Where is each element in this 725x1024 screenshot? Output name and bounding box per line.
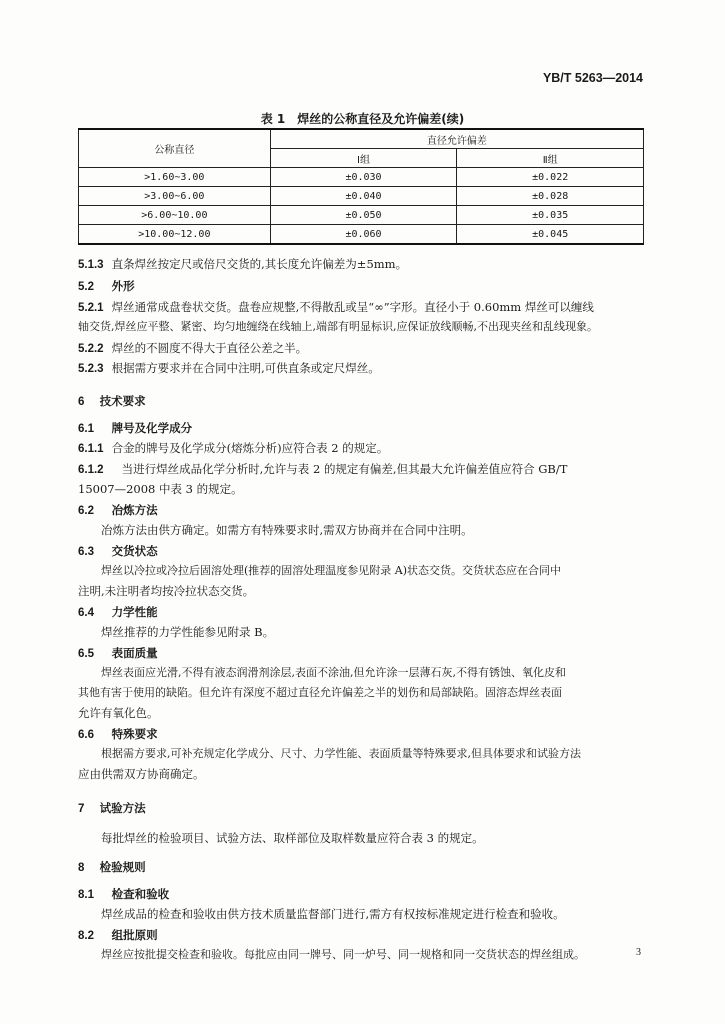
- section-6-1-heading: [78, 418, 648, 440]
- chapter-8-heading: [78, 857, 648, 879]
- section-title: 表面质量: [111, 646, 158, 660]
- clause-text: 焊丝通常成盘卷状交货。盘卷应规整,不得散乱或呈“∞”字形。直径小于 0.60mm 焊丝可以缠线: [111, 300, 594, 314]
- table-row: [79, 206, 644, 225]
- chapter-text: 每批焊丝的检验项目、试验方法、取样部位及取样数量应符合表 3 的规定。: [101, 831, 484, 845]
- section-text: 冶炼方法由供方确定。如需方有特殊要求时,需双方协商并在合同中注明。: [101, 523, 473, 537]
- section-title: 特殊要求: [111, 727, 158, 741]
- section-text: 焊丝推荐的力学性能参见附录 B。: [101, 625, 275, 639]
- chapter-7-heading: [78, 798, 648, 820]
- clause-text: 轴交货,焊丝应平整、紧密、均匀地缠绕在线轴上,端部有明显标识,应保证放线顺畅,不出现夹丝和乱线现象。: [78, 320, 598, 333]
- header-nominal-diameter: 公称直径: [79, 129, 271, 168]
- section-6-5-body-cont: [78, 683, 648, 704]
- table-row: [79, 225, 644, 245]
- section-title: 检查和验收: [111, 887, 170, 901]
- section-title: 力学性能: [111, 605, 158, 619]
- clause-number: 5.2.2: [78, 343, 104, 355]
- section-6-6-body: [101, 744, 671, 765]
- diameter-tolerance-table: [78, 128, 644, 245]
- section-title: 外形: [111, 279, 135, 293]
- clause-number: 5.2.1: [78, 302, 104, 314]
- section-text: 其他有害于使用的缺陷。但允许有深度不超过直径允许偏差之半的划伤和局部缺陷。固溶态焊丝表面: [78, 686, 562, 699]
- section-text: 注明,未注明者均按冷拉状态交货。: [78, 584, 255, 598]
- section-title: 冶炼方法: [111, 503, 158, 517]
- chapter-title: 技术要求: [99, 394, 146, 408]
- section-6-3-body-cont: [78, 581, 648, 602]
- cell-range: >6.00~10.00: [79, 206, 271, 225]
- cell-group-1: ±0.040: [270, 187, 457, 206]
- section-6-5-body: [101, 663, 671, 684]
- clause-text: 15007—2008 中表 3 的规定。: [78, 482, 243, 496]
- clause-6-1-1: [78, 438, 648, 460]
- cell-range: >1.60~3.00: [79, 168, 271, 187]
- clause-5-2-2: [78, 338, 648, 360]
- section-text: 焊丝成品的检查和验收由供方技术质量监督部门进行,需方有权按标准规定进行检查和验收。: [101, 907, 565, 921]
- section-6-4-heading: [78, 602, 648, 624]
- section-number: 6.2: [78, 505, 94, 517]
- table-title: 表 1 焊丝的公称直径及允许偏差(续): [260, 112, 465, 126]
- clause-number: 5.2.3: [78, 363, 104, 375]
- chapter-7-body: [101, 828, 671, 849]
- table-row: [79, 187, 644, 206]
- section-number: 8.1: [78, 889, 94, 901]
- section-number: 6.6: [78, 729, 94, 741]
- cell-group-2: ±0.035: [457, 206, 644, 225]
- cell-range: >3.00~6.00: [79, 187, 271, 206]
- cell-group-2: ±0.045: [457, 225, 644, 245]
- section-5-2-heading: [78, 276, 648, 298]
- clause-5-2-3: [78, 358, 648, 380]
- header-tolerance: 直径允许偏差: [270, 129, 643, 149]
- section-number: 6.5: [78, 648, 94, 660]
- clause-number: 6.1.1: [78, 443, 104, 455]
- section-6-5-heading: [78, 643, 648, 665]
- clause-text: 根据需方要求并在合同中注明,可供直条或定尺焊丝。: [111, 361, 380, 375]
- clause-6-1-2-cont: [78, 479, 648, 500]
- standard-code: YB/T 5263—2014: [542, 71, 643, 85]
- clause-text: 当进行焊丝成品化学分析时,允许与表 2 的规定有偏差,但其最大允许偏差值应符合 GB/T: [121, 462, 568, 476]
- section-text: 允许有氧化色。: [78, 706, 159, 720]
- section-text: 焊丝应按批提交检查和验收。每批应由同一牌号、同一炉号、同一规格和同一交货状态的焊丝组成。: [101, 948, 585, 961]
- clause-5-2-1-cont: [78, 317, 648, 338]
- section-8-2-heading: [78, 925, 648, 947]
- section-6-3-heading: [78, 541, 648, 563]
- section-text: 应由供需双方协商确定。: [78, 767, 205, 781]
- chapter-number: 8: [78, 862, 85, 874]
- clause-number: 5.1.3: [78, 259, 104, 271]
- cell-group-2: ±0.028: [457, 187, 644, 206]
- section-text: 根据需方要求,可补充规定化学成分、尺寸、力学性能、表面质量等特殊要求,但具体要求和试验方法: [101, 747, 581, 760]
- cell-group-1: ±0.030: [270, 168, 457, 187]
- section-number: 6.3: [78, 546, 94, 558]
- section-number: 6.4: [78, 607, 94, 619]
- header-group-2: Ⅱ组: [457, 149, 644, 168]
- cell-range: >10.00~12.00: [79, 225, 271, 245]
- section-6-6-body-cont: [78, 764, 648, 785]
- section-text: 焊丝表面应光滑,不得有液态润滑剂涂层,表面不涂油,但允许涂一层薄石灰,不得有锈蚀、氧化皮和: [101, 666, 566, 679]
- section-8-1-heading: [78, 884, 648, 906]
- clause-6-1-2: [78, 459, 648, 481]
- section-6-2-heading: [78, 500, 648, 522]
- section-6-3-body: [101, 561, 671, 582]
- section-title: 交货状态: [111, 544, 158, 558]
- section-title: 组批原则: [111, 928, 158, 942]
- clause-text: 合金的牌号及化学成分(熔炼分析)应符合表 2 的规定。: [111, 441, 389, 455]
- section-number: 8.2: [78, 930, 94, 942]
- table-row: [79, 168, 644, 187]
- header-group-1: Ⅰ组: [270, 149, 457, 168]
- chapter-number: 6: [78, 396, 85, 408]
- clause-5-1-3: [78, 254, 648, 276]
- cell-group-1: ±0.060: [270, 225, 457, 245]
- clause-5-2-1: [78, 297, 648, 319]
- cell-group-1: ±0.050: [270, 206, 457, 225]
- clause-text: 直条焊丝按定尺或倍尺交货的,其长度允许偏差为±5mm。: [111, 257, 408, 271]
- clause-text: 焊丝的不圆度不得大于直径公差之半。: [111, 341, 308, 355]
- section-6-5-body-cont2: [78, 703, 648, 724]
- section-number: 6.1: [78, 423, 94, 435]
- section-8-1-body: [101, 904, 671, 925]
- section-6-2-body: [101, 520, 671, 541]
- section-title: 牌号及化学成分: [111, 421, 193, 435]
- section-6-4-body: [101, 622, 671, 643]
- section-6-6-heading: [78, 724, 648, 746]
- chapter-title: 试验方法: [99, 801, 146, 815]
- chapter-6-heading: [78, 391, 648, 413]
- chapter-number: 7: [78, 803, 85, 815]
- clause-number: 6.1.2: [78, 464, 104, 476]
- section-text: 焊丝以冷拉或冷拉后固溶处理(推荐的固溶处理温度参见附录 A)状态交货。交货状态应在合同中: [101, 564, 562, 577]
- cell-group-2: ±0.022: [457, 168, 644, 187]
- section-number: 5.2: [78, 281, 94, 293]
- page-number: 3: [636, 947, 641, 958]
- chapter-title: 检验规则: [99, 860, 146, 874]
- section-8-2-body: [101, 945, 671, 966]
